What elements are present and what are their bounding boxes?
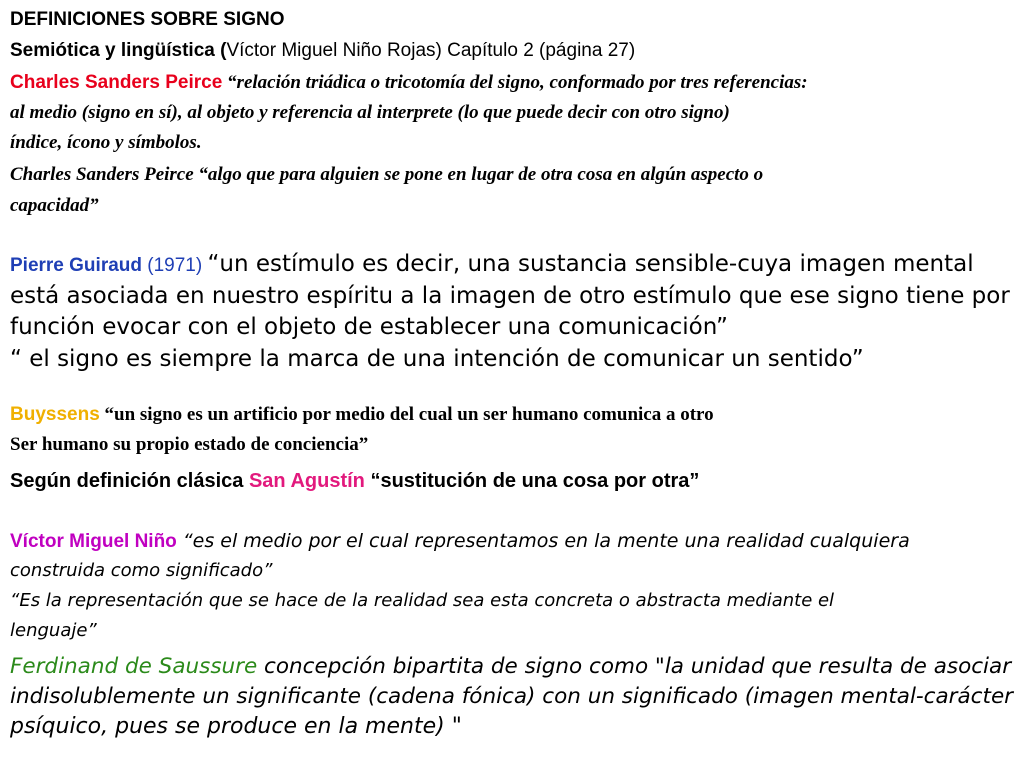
saussure-definition-line-3 — [10, 714, 462, 739]
guiraud-quote-4: “ el signo es siempre la marca de una intención de comunicar un sentido” — [10, 346, 864, 372]
source-line — [10, 40, 635, 62]
peirce-definition-line-2 — [10, 102, 730, 124]
peirce-quote-2: al medio (signo en sí), al objeto y referencia al interprete (lo que puede decir con otro signo) — [10, 102, 730, 123]
peirce-quote-3: índice, ícono y símbolos. — [10, 132, 202, 153]
peirce-quote-1: “relación triádica o tricotomía del signo, conformado por tres referencias: — [222, 72, 808, 93]
guiraud-definition-line-1 — [10, 251, 974, 277]
agustin-author: San Agustín — [248, 470, 365, 492]
slide-heading — [10, 9, 284, 31]
nino-definition-line-1 — [10, 530, 910, 553]
nino-quote-4: lenguaje” — [10, 620, 97, 641]
buyssens-definition-line-2 — [10, 434, 368, 456]
nino-quote-3: “Es la representación que se hace de la realidad sea esta concreta o abstracta mediante el — [10, 590, 835, 611]
nino-definition-line-3 — [10, 590, 834, 611]
saussure-definition-line-2 — [10, 684, 1013, 709]
saussure-author: Ferdinand de Saussure — [10, 654, 258, 679]
guiraud-year: (1971) — [142, 255, 208, 276]
source-reference: Víctor Miguel Niño Rojas) Capítulo 2 (página 27) — [226, 40, 636, 61]
nino-author: Víctor Miguel Niño — [10, 531, 177, 552]
peirce-second-definition-line-2 — [10, 195, 99, 217]
peirce2-text-2: capacidad” — [10, 195, 99, 216]
peirce2-text-1: Charles Sanders Peirce “algo que para alguien se pone en lugar de otra cosa en algún aspecto o — [10, 164, 764, 185]
peirce-second-definition-line-1 — [10, 164, 763, 186]
saussure-quote-3: psíquico, pues se produce en la mente) " — [10, 714, 462, 739]
guiraud-quote-3: función evocar con el objeto de establecer una comunicación” — [10, 314, 728, 340]
saussure-definition-line-1 — [10, 654, 1011, 679]
source-title: Semiótica y lingüística ( — [10, 40, 227, 61]
guiraud-definition-line-4 — [10, 346, 864, 372]
heading-text: DEFINICIONES SOBRE SIGNO — [10, 9, 285, 30]
guiraud-quote-2: está asociada en nuestro espíritu a la imagen de otro estímulo que ese signo tiene por — [10, 283, 1010, 309]
nino-definition-line-2 — [10, 560, 272, 581]
peirce-definition-line-3 — [10, 132, 202, 154]
peirce-author: Charles Sanders Peirce — [10, 72, 223, 93]
nino-quote-1: “es el medio por el cual representamos en la mente una realidad cualquiera — [176, 530, 910, 552]
buyssens-definition-line-1 — [10, 404, 714, 426]
agustin-intro: Según definición clásica — [10, 470, 249, 492]
agustin-definition-line — [10, 470, 699, 493]
guiraud-author: Pierre Guiraud — [10, 255, 142, 276]
buyssens-author: Buyssens — [10, 404, 100, 425]
nino-definition-line-4 — [10, 620, 97, 641]
agustin-quote: “sustitución de una cosa por otra” — [364, 470, 700, 492]
guiraud-quote-1: “un estímulo es decir, una sustancia sensible-cuya imagen mental — [207, 251, 974, 277]
buyssens-quote-2: Ser humano su propio estado de conciencia” — [10, 434, 369, 455]
guiraud-definition-line-2 — [10, 283, 1010, 309]
buyssens-quote-1: “un signo es un artificio por medio del cual un ser humano comunica a otro — [99, 404, 714, 425]
peirce-definition-line-1 — [10, 72, 808, 94]
saussure-quote-1: concepción bipartita de signo como "la unidad que resulta de asociar — [257, 654, 1012, 679]
saussure-quote-2: indisolublemente un significante (cadena fónica) con un significado (imagen mental-carácter — [10, 684, 1014, 709]
guiraud-definition-line-3 — [10, 314, 728, 340]
nino-quote-2: construida como significado” — [10, 560, 273, 581]
